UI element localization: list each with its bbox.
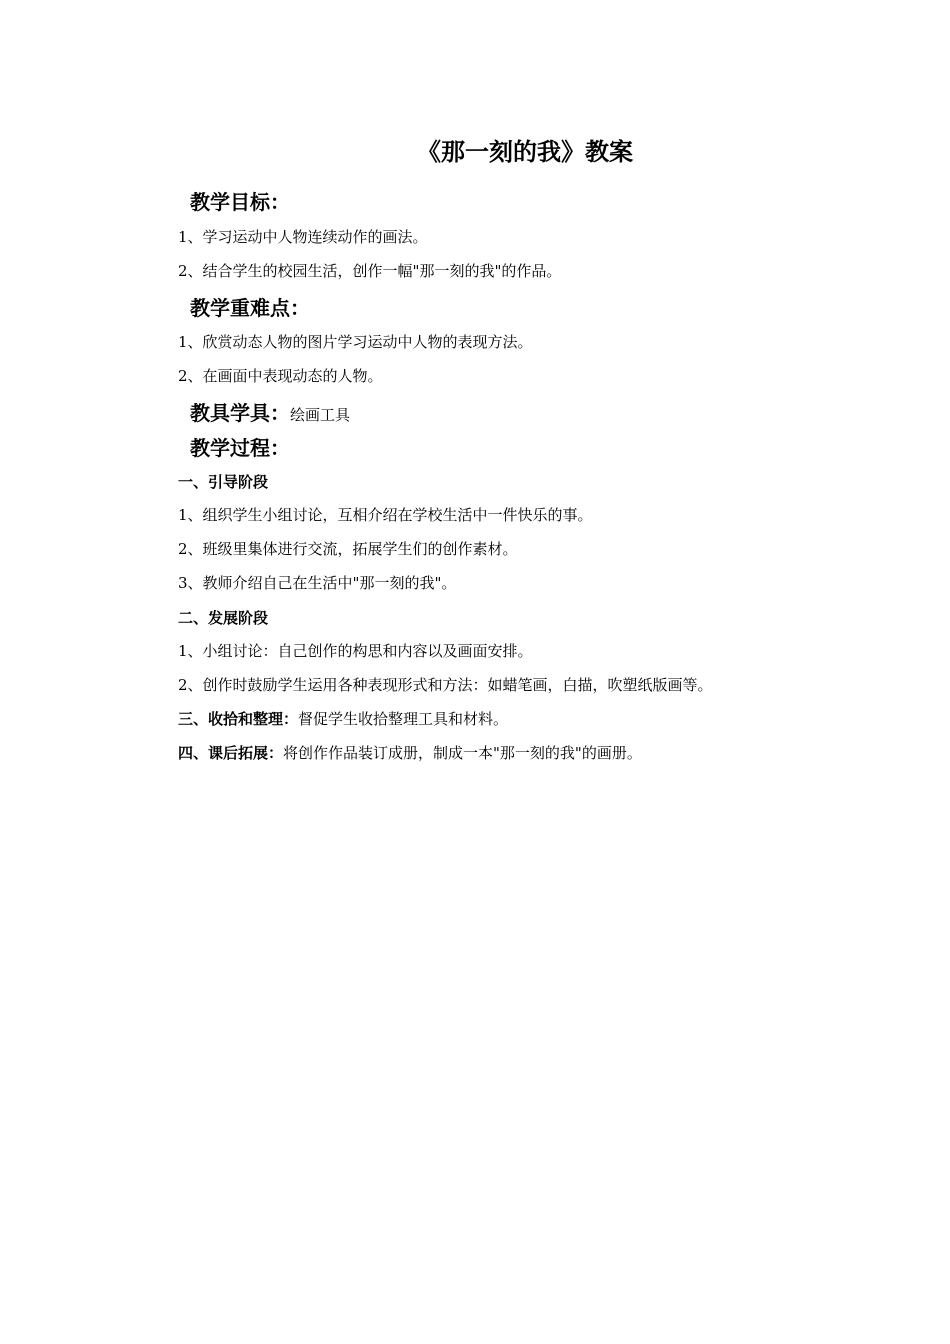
stage4-text: 将创作作品装订成册，制成一本"那一刻的我"的画册。 [283,744,642,762]
tools-heading-label: 教具学具： [190,401,290,425]
stage3-line [178,708,508,729]
process-heading: 教学过程： [190,436,290,460]
document-title: 《那一刻的我》教案 [417,138,633,166]
stage1-title: 一、引导阶段 [178,473,269,491]
stage2-item-2: 2、创作时鼓励学生运用各种表现形式和方法：如蜡笔画，白描，吹塑纸版画等。 [178,676,713,694]
stage1-item-2: 2、班级里集体进行交流，拓展学生们的创作素材。 [178,540,518,558]
stage3-title: 三、收拾和整理： [178,710,299,728]
stage4-line [178,742,642,763]
stage2-item-1: 1、小组讨论：自己创作的构思和内容以及画面安排。 [178,642,533,660]
key-point-item-1: 1、欣赏动态人物的图片学习运动中人物的表现方法。 [178,333,533,351]
stage3-text: 督促学生收拾整理工具和材料。 [298,710,509,728]
objective-item-1: 1、学习运动中人物连续动作的画法。 [178,228,428,246]
stage4-title: 四、课后拓展： [178,744,284,762]
stage1-item-3: 3、教师介绍自己在生活中"那一刻的我"。 [178,574,457,592]
key-points-heading: 教学重难点： [190,296,310,320]
stage2-title: 二、发展阶段 [178,609,269,627]
objectives-heading: 教学目标： [190,190,290,214]
stage1-item-1: 1、组织学生小组讨论，互相介绍在学校生活中一件快乐的事。 [178,506,593,524]
tools-heading [190,397,350,426]
objective-item-2: 2、结合学生的校园生活，创作一幅"那一刻的我"的作品。 [178,262,562,280]
tools-value: 绘画工具 [290,406,351,424]
key-point-item-2: 2、在画面中表现动态的人物。 [178,367,383,385]
